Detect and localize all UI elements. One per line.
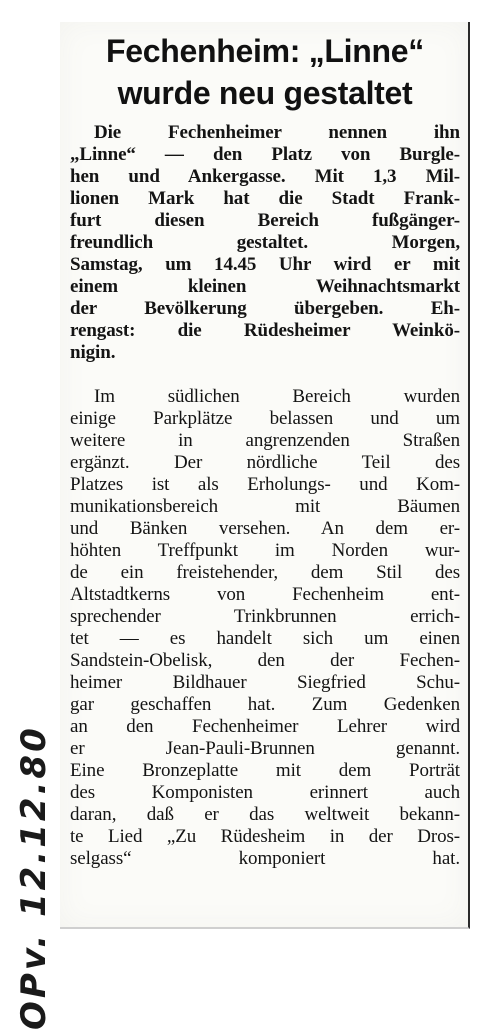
body-line: weitere in angrenzenden Straßen [70, 430, 460, 451]
article-body-paragraph [70, 386, 460, 870]
lead-line: Samstag, um 14.45 Uhr wird er mit [70, 254, 460, 275]
article-lead-paragraph [70, 122, 460, 364]
body-line: und Bänken versehen. An dem er- [70, 518, 460, 539]
body-line: höhten Treffpunkt im Norden wur- [70, 540, 460, 561]
body-line: tet — es handelt sich um einen [70, 628, 460, 649]
lead-line: „Linne“ — den Platz von Burgle- [70, 144, 460, 165]
body-line: Sandstein-Obelisk, den der Fechen- [70, 650, 460, 671]
lead-line: einem kleinen Weihnachtsmarkt [70, 276, 460, 297]
lead-line: lionen Mark hat die Stadt Frank- [70, 188, 460, 209]
body-line: Platzes ist als Erholungs- und Kom- [70, 474, 460, 495]
lead-line: nigin. [70, 342, 116, 363]
handwritten-note-wrapper [14, 560, 54, 1030]
body-line: Altstadtkerns von Fechenheim ent- [70, 584, 460, 605]
lead-line: Die Fechenheimer nennen ihn [94, 122, 460, 143]
lead-line: freundlich gestaltet. Morgen, [70, 232, 460, 253]
headline-line: wurde neu gestaltet [117, 75, 413, 111]
body-line: ergänzt. Der nördliche Teil des [70, 452, 460, 473]
body-line: te Lied „Zu Rüdesheim in der Dros- [70, 826, 460, 847]
body-line: gar geschaffen hat. Zum Gedenken [70, 694, 460, 715]
body-line: heimer Bildhauer Siegfried Schu- [70, 672, 460, 693]
body-line: einige Parkplätze belassen und um [70, 408, 460, 429]
headline-line: Fechenheim: „Linne“ [106, 33, 424, 69]
handwritten-date-note: OPv. 12.12.80 [14, 725, 54, 1030]
lead-line: der Bevölkerung übergeben. Eh- [70, 298, 460, 319]
body-line: munikationsbereich mit Bäumen [70, 496, 460, 517]
lead-line: hen und Ankergasse. Mit 1,3 Mil- [70, 166, 460, 187]
body-line: daran, daß er das weltweit bekann- [70, 804, 460, 825]
lead-line: rengast: die Rüdesheimer Weinkö- [70, 320, 460, 341]
body-line: er Jean-Pauli-Brunnen genannt. [70, 738, 460, 759]
body-line: Eine Bronzeplatte mit dem Porträt [70, 760, 460, 781]
article-headline [70, 30, 460, 114]
body-line: des Komponisten erinnert auch [70, 782, 460, 803]
lead-line: furt diesen Bereich fußgänger- [70, 210, 460, 231]
body-line: selgass“ komponiert hat. [70, 848, 460, 869]
body-line: de ein freistehender, dem Stil des [70, 562, 460, 583]
body-line: an den Fechenheimer Lehrer wird [70, 716, 460, 737]
body-line: sprechender Trinkbrunnen errich- [70, 606, 460, 627]
body-line: Im südlichen Bereich wurden [94, 386, 460, 407]
